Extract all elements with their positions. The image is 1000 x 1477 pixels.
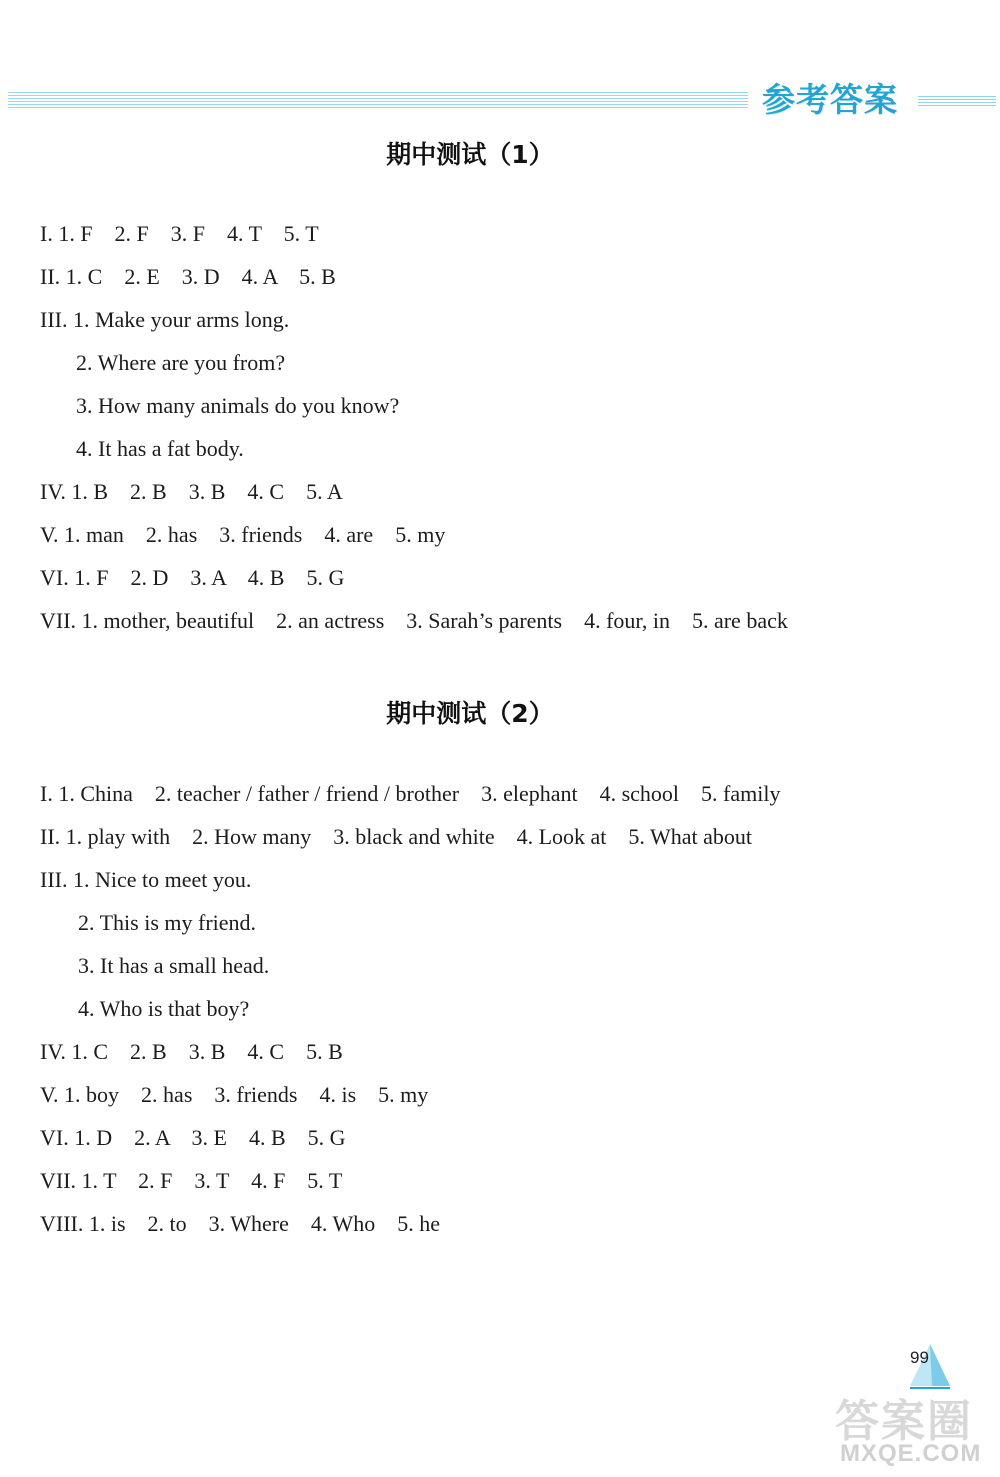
answer-line: IV. 1. C 2. B 3. B 4. C 5. B <box>40 1039 343 1064</box>
answer-line: VIII. 1. is 2. to 3. Where 4. Who 5. he <box>40 1211 441 1236</box>
answer-line: VII. 1. mother, beautiful 2. an actress 3. Sarah’s parents 4. four, in 5. are back <box>40 608 788 633</box>
answer-line: 2. Where are you from? <box>76 350 286 375</box>
answer-line: I. 1. China 2. teacher / father / friend / brother 3. elephant 4. school 5. family <box>40 781 781 806</box>
section-title-midterm-1: 期中测试（1） <box>386 140 554 169</box>
watermark-logo: 答案圈 <box>835 1397 973 1446</box>
header-decorative-rules-right <box>918 96 996 106</box>
answer-line: VII. 1. T 2. F 3. T 4. F 5. T <box>40 1168 343 1193</box>
answer-line: 4. Who is that boy? <box>78 996 250 1021</box>
answer-line: II. 1. play with 2. How many 3. black and white 4. Look at 5. What about <box>40 824 753 849</box>
answer-line: 4. It has a fat body. <box>76 436 244 461</box>
header-decorative-rules <box>8 92 748 108</box>
answer-line: 2. This is my friend. <box>78 910 257 935</box>
answer-line: 3. How many animals do you know? <box>76 393 400 418</box>
answer-line: VI. 1. D 2. A 3. E 4. B 5. G <box>40 1125 346 1150</box>
answer-line: V. 1. man 2. has 3. friends 4. are 5. my <box>40 522 446 547</box>
answer-line: VI. 1. F 2. D 3. A 4. B 5. G <box>40 565 345 590</box>
answer-line: II. 1. C 2. E 3. D 4. A 5. B <box>40 264 336 289</box>
answer-line: III. 1. Nice to meet you. <box>40 867 252 892</box>
answer-line: V. 1. boy 2. has 3. friends 4. is 5. my <box>40 1082 429 1107</box>
answer-line: I. 1. F 2. F 3. F 4. T 5. T <box>40 221 319 246</box>
page-number: 99 <box>910 1348 929 1367</box>
answer-line: 3. It has a small head. <box>78 953 270 978</box>
header-title: 参考答案 <box>762 80 898 119</box>
watermark-url: MXQE.COM <box>840 1440 982 1467</box>
answer-line: IV. 1. B 2. B 3. B 4. C 5. A <box>40 479 343 504</box>
section-title-midterm-2: 期中测试（2） <box>386 699 554 728</box>
answer-line: III. 1. Make your arms long. <box>40 307 290 332</box>
